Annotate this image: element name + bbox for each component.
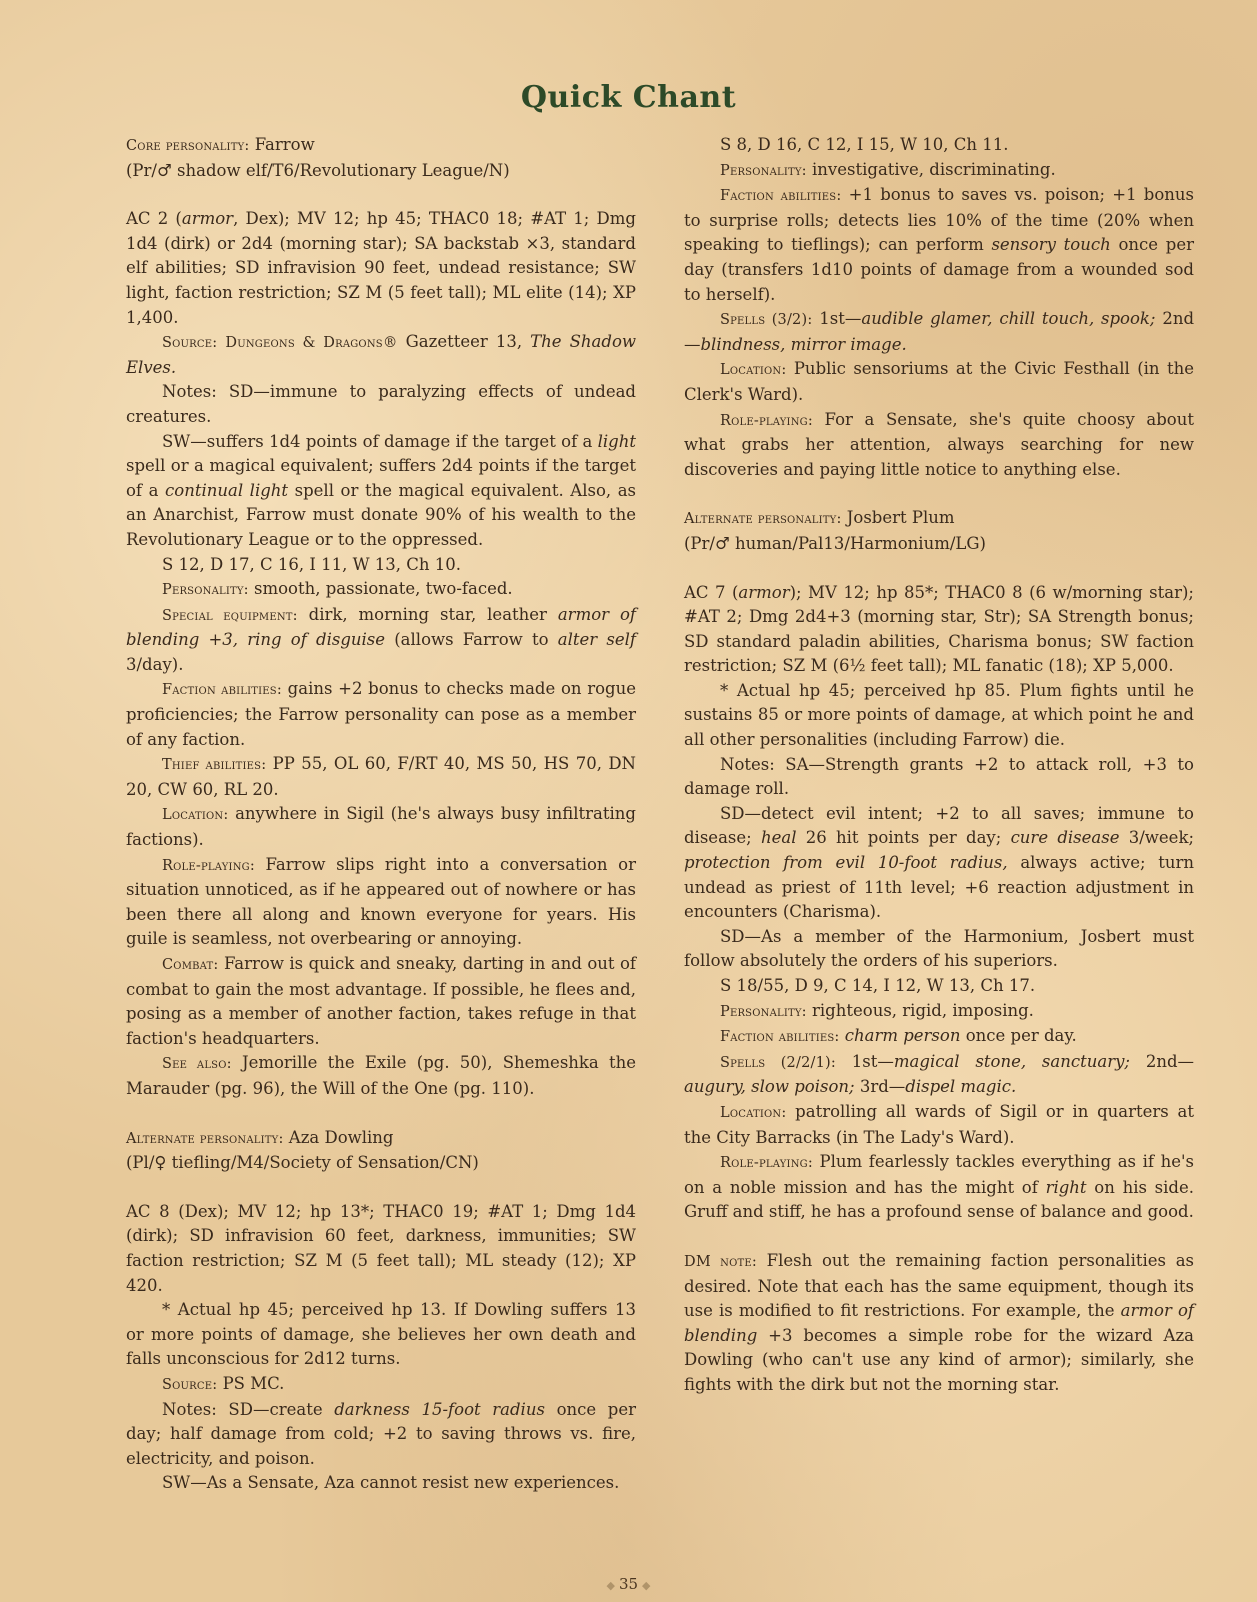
- text-run: on his side. Gruff and stiff, he has a profound sense of balance and good.: [684, 1177, 1194, 1222]
- italic-text: alter self: [557, 630, 636, 650]
- paragraph: [684, 974, 1194, 999]
- paragraph: [126, 1471, 636, 1496]
- paragraph: [684, 532, 1194, 557]
- paragraph: [684, 679, 1194, 753]
- paragraph: [684, 307, 1194, 357]
- field-label: Special equipment:: [162, 607, 298, 624]
- text-run: , Dex); MV 12; hp 45; THAC0 18; #AT 1; Dmg 1d4 (dirk) or 2d4 (morning star); SA backstab ×3, standard elf abilities; SD infravision 90 feet, undead resistance; SW light, faction restriction; SZ M (5 feet tall); ML elite (14); XP 1,400.: [126, 209, 636, 327]
- text-run: once per day; half damage from cold; +2 to saving throws vs. fire, electricity, and poison.: [126, 1399, 636, 1468]
- text-run: Josbert Plum: [841, 508, 955, 528]
- paragraph: [684, 1249, 1194, 1398]
- field-label: Faction abilities:: [720, 188, 842, 205]
- text-run: once per day (transfers 1d10 points of damage from a wounded sod to herself).: [684, 235, 1194, 304]
- text-run: 1st—: [835, 1051, 894, 1071]
- text-run: Flesh out the remaining faction personalities as desired. Note that each has the same equipment, though its use is modified to fit restrictions. For example, the: [684, 1250, 1194, 1321]
- text-run: S 8, D 16, C 12, I 15, W 10, Ch 11.: [720, 135, 1009, 154]
- paragraph: [684, 753, 1194, 802]
- paragraph: [126, 380, 636, 429]
- paragraph-gap: [684, 557, 1194, 581]
- paragraph: [126, 133, 636, 159]
- paragraph: [126, 330, 636, 380]
- text-run: spell or a magical equivalent; suffers 2d4 points if the target of a: [126, 456, 636, 500]
- paragraph: [684, 1150, 1194, 1225]
- italic-text: cure disease: [1010, 828, 1120, 848]
- text-run: S 18/55, D 9, C 14, I 12, W 13, Ch 17.: [720, 976, 1036, 995]
- field-label: Location:: [720, 362, 787, 379]
- field-label: Faction abilities:: [162, 682, 282, 699]
- text-run: SD—As a member of the Harmonium, Josbert must follow absolutely the orders of his superiors.: [684, 926, 1194, 971]
- field-label: Faction abilities:: [720, 1029, 840, 1046]
- field-label: Alternate personality:: [684, 511, 842, 528]
- paragraph: [684, 357, 1194, 407]
- paragraph: [684, 1100, 1194, 1150]
- paragraph-gap: [684, 1225, 1194, 1249]
- paragraph-gap: [684, 482, 1194, 506]
- text-run: 3/day).: [126, 654, 184, 674]
- text-run: 3/week;: [1119, 828, 1195, 848]
- field-label: Personality:: [720, 162, 807, 179]
- text-run: Plum fearlessly tackles everything as if he's on a noble mission and has the might of: [684, 1152, 1194, 1197]
- paragraph-gap: [126, 1176, 636, 1200]
- paragraph: [684, 581, 1194, 679]
- paragraph: [126, 1298, 636, 1372]
- text-run: righteous, rigid, imposing.: [806, 1000, 1034, 1020]
- italic-text: sensory touch: [991, 235, 1111, 255]
- italic-text: dispel magic.: [905, 1077, 1017, 1097]
- italic-text: darkness 15-foot radius: [334, 1399, 545, 1419]
- field-label: Source:: [162, 335, 218, 352]
- text-run: S 12, D 17, C 16, I 11, W 13, Ch 10.: [162, 554, 462, 574]
- text-run: SW—As a Sensate, Aza cannot resist new experiences.: [162, 1473, 620, 1493]
- text-run: Farrow slips right into a conversation or situation unnoticed, as if he appeared out of nowhere or has been there all along and known everyone for years. His guile is seamless, not overbearing or annoying.: [126, 854, 636, 949]
- paragraph: [126, 752, 636, 802]
- text-run: * Actual hp 45; perceived hp 13. If Dowling suffers 13 or more points of damage, she believes her own death and falls unconscious for 2d12 turns.: [126, 1300, 636, 1369]
- field-label: Core personality:: [126, 138, 250, 154]
- italic-text: charm person: [844, 1026, 961, 1046]
- italic-text: magical stone, sanctuary;: [893, 1051, 1130, 1071]
- paragraph: [684, 999, 1194, 1025]
- text-run: SD—detect evil intent; +2 to all saves; immune to disease;: [684, 803, 1194, 848]
- page-number: 35: [618, 1575, 639, 1593]
- paragraph: [126, 677, 636, 752]
- paragraph: [126, 1126, 636, 1152]
- text-run: 2nd—: [1129, 1051, 1195, 1071]
- text-run: Aza Dowling: [283, 1127, 394, 1147]
- text-run: dirk, morning star, leather: [297, 604, 558, 624]
- left-column: [126, 133, 636, 1496]
- paragraph: [126, 430, 636, 553]
- paragraph: [684, 1050, 1194, 1100]
- text-run: PS MC.: [217, 1373, 285, 1393]
- text-run: Farrow is quick and sneaky, darting in and out of combat to gain the most advantage. If possible, he flees and, posing as a member of another faction, takes refuge in that faction's headquarters.: [126, 954, 636, 1048]
- paragraph: [126, 802, 636, 852]
- ornament-left-icon: ◆: [606, 1579, 615, 1592]
- italic-text: armor: [738, 582, 790, 602]
- text-run: anywhere in Sigil (he's always busy infiltrating factions).: [126, 804, 636, 850]
- text-run: (Pr/♂ shadow elf/T6/Revolutionary League/N): [126, 160, 510, 180]
- text-run: patrolling all wards of Sigil or in quarters at the City Barracks (in The Lady's Ward).: [684, 1101, 1194, 1147]
- italic-text: blindness, mirror image.: [700, 334, 907, 354]
- field-label: Combat:: [162, 957, 219, 973]
- field-label: Alternate personality:: [126, 1130, 284, 1147]
- field-label: Source:: [162, 1376, 218, 1393]
- field-label: Personality:: [162, 582, 249, 599]
- text-run: (Pr/♂ human/Pal13/Harmonium/LG): [684, 533, 986, 553]
- paragraph: [684, 133, 1194, 158]
- paragraph: [684, 183, 1194, 307]
- italic-text: heal: [760, 828, 797, 848]
- paragraph: [684, 802, 1194, 925]
- italic-text: audible glamer, chill touch, spook;: [861, 309, 1156, 329]
- italic-text: light: [597, 431, 636, 451]
- paragraph: [126, 553, 636, 578]
- italic-text: augury, slow poison;: [684, 1077, 855, 1097]
- text-run: +1 bonus to saves vs. poison; +1 bonus to surprise rolls; detects lies 10% of the time (20% when speaking to tieflings); can perform: [684, 185, 1195, 255]
- text-run: 3rd—: [854, 1077, 906, 1097]
- paragraph: [126, 603, 636, 678]
- text-run: AC 2 (: [126, 209, 182, 229]
- paragraph: [684, 925, 1194, 974]
- paragraph: [126, 207, 636, 330]
- text-run: (allows Farrow to: [385, 630, 558, 650]
- paragraph: [126, 577, 636, 603]
- italic-text: protection from evil 10-foot radius,: [684, 853, 1008, 873]
- text-run: 26 hit points per day;: [796, 828, 1011, 848]
- text-run: 2nd—: [684, 309, 1195, 354]
- paragraph-gap: [126, 1102, 636, 1126]
- text-run: gains +2 bonus to checks made on rogue proficiencies; the Farrow personality can pose as a member of any faction.: [126, 679, 636, 749]
- field-label: Location:: [720, 1104, 787, 1121]
- paragraph: [684, 506, 1194, 532]
- text-run: Public sensoriums at the Civic Festhall (in the Clerk's Ward).: [684, 359, 1194, 404]
- text-run: Notes: SA—Strength grants +2 to attack roll, +3 to damage roll.: [684, 754, 1194, 799]
- text-run: PP 55, OL 60, F/RT 40, MS 50, HS 70, DN 20, CW 60, RL 20.: [126, 754, 636, 799]
- text-run: Farrow: [249, 135, 315, 154]
- text-run: SW—suffers 1d4 points of damage if the target of a: [162, 431, 598, 451]
- text-run: Gazetteer 13,: [397, 332, 531, 352]
- field-label: DM note:: [684, 1253, 757, 1270]
- text-run: spell or the magical equivalent. Also, as an Anarchist, Farrow must donate 90% of his wealth to the Revolutionary League or to the oppressed.: [126, 480, 636, 549]
- text-run: AC 7 (: [684, 582, 739, 602]
- italic-text: right: [1045, 1177, 1087, 1197]
- text-run: smooth, passionate, two-faced.: [248, 579, 513, 599]
- italic-text: armor of blending: [684, 1301, 1194, 1345]
- paragraph: [684, 158, 1194, 184]
- field-label: See also:: [162, 1056, 232, 1073]
- field-label: Role-playing:: [162, 857, 255, 874]
- text-run: 1st—: [812, 309, 862, 329]
- text-run: investigative, discriminating.: [806, 159, 1056, 179]
- text-run: once per day.: [960, 1026, 1077, 1046]
- field-label: Spells (3/2):: [720, 312, 813, 329]
- paragraph: [126, 1151, 636, 1176]
- text-run: AC 8 (Dex); MV 12; hp 13*; THAC0 19; #AT 1; Dmg 1d4 (dirk); SD infravision 60 feet, darkness, immunities; SW faction restriction; SZ M (5 feet tall); ML steady (12); XP 420.: [126, 1201, 636, 1295]
- text-run: (Pl/♀ tiefling/M4/Society of Sensation/CN): [126, 1153, 479, 1173]
- italic-text: armor of blending +3, ring of disguise: [126, 604, 636, 650]
- paragraph: [684, 408, 1194, 483]
- italic-text: armor: [181, 209, 234, 229]
- field-label: Location:: [162, 807, 229, 824]
- paragraph: [126, 952, 636, 1051]
- italic-text: The Shadow Elves.: [126, 332, 637, 377]
- text-run: Dungeons & Dragons®: [225, 335, 398, 352]
- page-title: Quick Chant: [520, 80, 737, 115]
- paragraph: [126, 853, 636, 952]
- italic-text: continual light: [165, 480, 289, 500]
- text-run: +3 becomes a simple robe for the wizard Aza Dowling (who can't use any kind of armor); similarly, she fights with the dirk but not the morning star.: [684, 1325, 1194, 1394]
- text-run: always active; turn undead as priest of 11th level; +6 reaction adjustment in encounters (Charisma).: [684, 853, 1194, 922]
- paragraph: [126, 1200, 636, 1298]
- text-run: * Actual hp 45; perceived hp 85. Plum fights until he sustains 85 or more points of damage, at which point he and all other personalities (including Farrow) die.: [684, 680, 1194, 750]
- ornament-right-icon: ◆: [642, 1579, 651, 1592]
- text-run: For a Sensate, she's quite choosy about what grabs her attention, always searching for new discoveries and paying little notice to anything else.: [684, 409, 1194, 479]
- field-label: Role-playing:: [720, 1155, 813, 1172]
- right-column: [684, 133, 1194, 1398]
- text-run: Jemorille the Exile (pg. 50), Shemeshka the Marauder (pg. 96), the Will of the One (pg. 110).: [126, 1053, 637, 1098]
- paragraph: [126, 1051, 636, 1101]
- paragraph: [126, 1372, 636, 1398]
- field-label: Spells (2/2/1):: [720, 1054, 836, 1071]
- text-run: Notes: SD—immune to paralyzing effects of undead creatures.: [126, 382, 636, 426]
- paragraph: [126, 1398, 636, 1472]
- paragraph-gap: [126, 183, 636, 207]
- field-label: Role-playing:: [720, 412, 813, 429]
- text-run: ); MV 12; hp 85*; THAC0 8 (6 w/morning star); #AT 2; Dmg 2d4+3 (morning star, Str); SA Strength bonus; SD standard paladin abilities, Charisma bonus; SW faction restriction; SZ M (6½ feet tall); ML fanatic (18); XP 5,000.: [684, 582, 1194, 676]
- paragraph: [126, 159, 636, 184]
- field-label: Personality:: [720, 1003, 807, 1020]
- page-number-footer: [0, 1575, 1257, 1593]
- field-label: Thief abilities:: [162, 757, 267, 774]
- paragraph: [684, 1024, 1194, 1050]
- text-run: Notes: SD—create: [162, 1399, 335, 1419]
